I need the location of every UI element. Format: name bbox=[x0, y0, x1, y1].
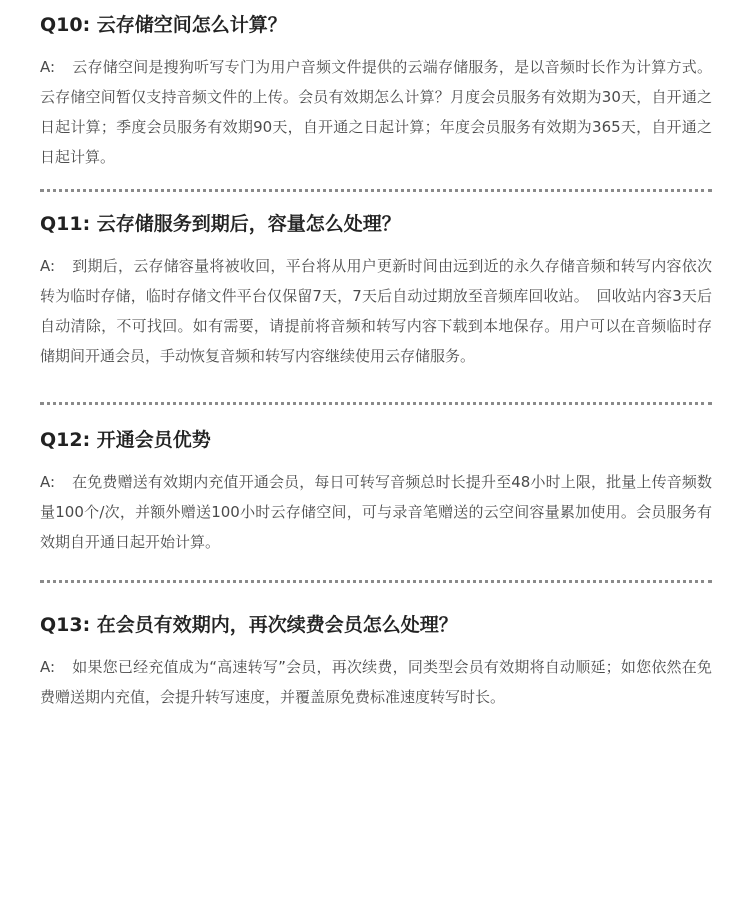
answer-prefix: A: bbox=[40, 58, 56, 76]
dotted-divider bbox=[40, 580, 712, 583]
answer-body: 在免费赠送有效期内充值开通会员，每日可转写音频总时长提升至48小时上限，批量上传音频数量100个/次，并额外赠送100小时云存储空间，可与录音笔赠送的云空间容量累加使用。会员服务有效期自开通日起开始计算。 bbox=[40, 473, 712, 551]
dotted-divider bbox=[40, 189, 712, 192]
answer-body: 如果您已经充值成为“高速转写”会员，再次续费，同类型会员有效期将自动顺延；如您依然在免费赠送期内充值，会提升转写速度，并覆盖原免费标准速度转写时长。 bbox=[40, 658, 712, 706]
answer-body: 云存储空间是搜狗听写专门为用户音频文件提供的云端存储服务，是以音频时长作为计算方式。云存储空间暂仅支持音频文件的上传。会员有效期怎么计算？月度会员服务有效期为30天，自开通之日起计算；季度会员服务有效期90天，自开通之日起计算；年度会员服务有效期为365天，自开通之日起计算。 bbox=[40, 58, 712, 166]
answer-prefix: A: bbox=[40, 257, 56, 275]
dotted-divider bbox=[40, 402, 712, 405]
faq-item-q11 bbox=[40, 211, 712, 371]
answer-prefix: A: bbox=[40, 658, 56, 676]
question-heading: Q11: 云存储服务到期后，容量怎么处理？ bbox=[40, 213, 401, 235]
faq-item-q10 bbox=[40, 12, 712, 172]
answer-text bbox=[40, 52, 712, 172]
answer-text bbox=[40, 467, 712, 557]
question-heading: Q13: 在会员有效期内，再次续费会员怎么处理？ bbox=[40, 614, 458, 636]
question-heading: Q12: 开通会员优势 bbox=[40, 429, 211, 451]
answer-text bbox=[40, 652, 712, 712]
faq-item-q13 bbox=[40, 612, 712, 712]
answer-prefix: A: bbox=[40, 473, 56, 491]
question-heading: Q10: 云存储空间怎么计算？ bbox=[40, 14, 287, 36]
answer-body: 到期后，云存储容量将被收回，平台将从用户更新时间由远到近的永久存储音频和转写内容依次转为临时存储，临时存储文件平台仅保留7天，7天后自动过期放至音频库回收站。 回收站内容3天后自动清除，不可找回。如有需要，请提前将音频和转写内容下载到本地保存。用户可以在音频临时存储期间开通会员，手动恢复音频和转写内容继续使用云存储服务。 bbox=[40, 257, 712, 365]
answer-text bbox=[40, 251, 712, 371]
faq-item-q12 bbox=[40, 427, 712, 557]
